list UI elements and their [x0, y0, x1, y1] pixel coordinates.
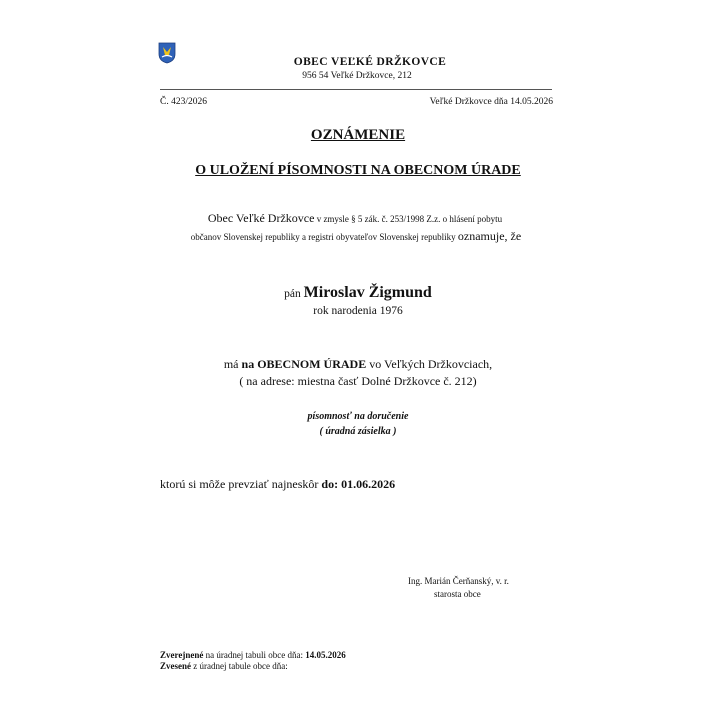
published-text: na úradnej tabuli obce dňa:: [203, 650, 306, 660]
org-name: OBEC VEĽKÉ DRŽKOVCE: [293, 56, 447, 68]
office-address: ( na adrese: miestna časť Dolné Držkovce č. 212): [239, 374, 477, 388]
office-pre: má: [223, 357, 242, 371]
pickup-text: ktorú si môže prevziať najneskôr: [160, 477, 322, 491]
signatory-name: Ing. Marián Čerňanský, v. r.: [408, 576, 509, 586]
document-title: OZNÁMENIE: [310, 127, 406, 143]
intro-text-1: v zmysle § 5 zák. č. 253/1998 Z.z. o hlásení pobytu: [314, 214, 503, 224]
person-birth-year: rok narodenia 1976: [313, 305, 403, 317]
person-line: [0, 284, 716, 302]
removed-text: z úradnej tabule obce dňa:: [191, 661, 288, 671]
document-kind: ( úradná zásielka ): [319, 426, 397, 437]
org-address: 956 54 Veľké Držkovce, 212: [302, 71, 412, 81]
pickup-line: [160, 477, 395, 492]
intro-line-2: [154, 229, 558, 244]
intro-tail: , že: [504, 229, 522, 243]
person-salutation: pán: [284, 288, 304, 300]
reference-number: Č. 423/2026: [160, 97, 207, 107]
removed-line: [160, 661, 288, 671]
office-post: vo Veľkých Držkovciach,: [366, 357, 493, 371]
intro-line-1: [160, 211, 550, 226]
place-and-date: Veľké Držkovce dňa 14.05.2026: [429, 97, 553, 107]
pickup-deadline: do: 01.06.2026: [321, 477, 396, 491]
removed-label: Zvesené: [160, 661, 191, 671]
intro-verb: oznamuje: [457, 229, 505, 243]
intro-text-2: občanov Slovenskej republiky a registri obyvateľov Slovenskej republiky: [190, 232, 458, 242]
office-bold: na OBECNOM ÚRADE: [241, 357, 367, 371]
document-subtitle: O ULOŽENÍ PÍSOMNOSTI NA OBECNOM ÚRADE: [195, 163, 521, 178]
header-divider: [160, 89, 552, 90]
published-date: 14.05.2026: [305, 650, 346, 660]
published-line: [160, 650, 346, 660]
intro-org: Obec Veľké Držkovce: [207, 211, 315, 225]
office-line: [0, 357, 716, 372]
signatory-role: starosta obce: [434, 589, 481, 599]
published-label: Zverejnené: [160, 650, 204, 660]
document-type: písomnosť na doručenie: [307, 411, 409, 422]
person-name: Miroslav Žigmund: [303, 284, 432, 301]
